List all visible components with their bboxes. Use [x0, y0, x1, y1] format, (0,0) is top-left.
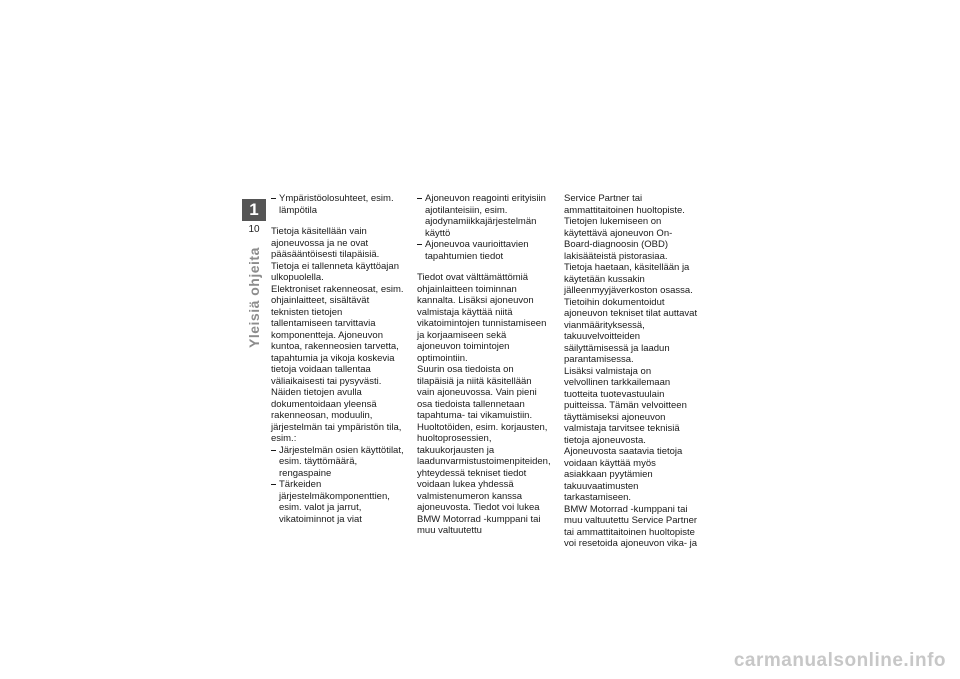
list-item: Ympäristöolosuhteet, esim. lämpötila [271, 193, 405, 216]
text-column-3 [564, 193, 698, 550]
chapter-number-badge: 1 [242, 199, 266, 221]
watermark: carmanualsonline.info [733, 650, 946, 671]
paragraph: Tietoja käsitellään vain ajoneuvossa ja ne ovat pääsääntöisesti tilapäisiä. Tietoja ei tallenneta käyttöajan ulkopuolella. [271, 226, 399, 283]
text-column-1 [271, 193, 405, 525]
paragraph: Tiedot ovat välttämättömiä ohjainlaitteen toiminnan kannalta. Lisäksi ajoneuvon valmistaja käyttää niitä vikatoimintojen tunnistamiseen ja korjaamiseen sekä ajoneuvon toimintojen optimointiin. [417, 272, 547, 364]
paragraph: BMW Motorrad -kumppani tai muu valtuutettu Service Partner tai ammattitaitoinen huoltopiste voi resetoida ajoneuvon vika- ja [564, 503, 698, 549]
paragraph: Huoltotöiden, esim. korjausten, huoltoprosessien, takuukorjausten ja laadunvarmistustoimenpiteiden, yhteydessä tekniset tiedot voidaan lukea yhdessä valmistenumeron kanssa ajoneuvosta. Tiedot voi lukea BMW Motorrad -kumppani tai muu valtuutettu [417, 421, 551, 536]
list-item: Ajoneuvoa vaurioittavien tapahtumien tiedot [417, 239, 551, 262]
bullet-list [271, 445, 405, 526]
paragraph: Service Partner tai ammattitaitoinen huoltopiste. Tietojen lukemiseen on käytettävä ajoneuvon On-Board-diagnoosin (OBD) lakisääteistä pistorasiaa. [564, 193, 685, 262]
bullet-list [271, 193, 405, 216]
paragraph: Lisäksi valmistaja on velvollinen tarkkailemaan tuotteita tuotevastuulain puitteissa. Tämän velvoitteen täyttämiseksi ajoneuvon valmistaja tarvitsee teknisiä tietoja ajoneuvosta. Ajoneuvosta saatavia tietoja voidaan käyttää myös asiakkaan pyytämien takuuvaatimusten tarkastamiseen. [564, 365, 687, 503]
list-item: Järjestelmän osien käyttötilat, esim. täyttömäärä, rengaspaine [271, 445, 405, 480]
list-item: Ajoneuvon reagointi erityisiin ajotilanteisiin, esim. ajodynamiikkajärjestelmän käyttö [417, 193, 551, 239]
chapter-title-vertical: Yleisiä ohjeita [246, 247, 262, 348]
paragraph: Tietoja haetaan, käsitellään ja käytetään kussakin jälleenmyyjäverkoston osassa. Tietoihin dokumentoidut ajoneuvon tekniset tilat auttavat vianmäärityksessä, takuuvelvoitteiden säilyttämisessä ja laadun parantamisessa. [564, 262, 698, 365]
paragraph: Näiden tietojen avulla dokumentoidaan yleensä rakenneosan, moduulin, järjestelmän tai ympäristön tila, esim.: [271, 387, 402, 444]
page-number: 10 [248, 224, 260, 235]
paragraph: Suurin osa tiedoista on tilapäisiä ja niitä käsitellään vain ajoneuvossa. Vain pieni osa tiedoista tallennetaan tapahtuma- tai vikamuistiin. [417, 364, 537, 421]
paragraph: Elektroniset rakenneosat, esim. ohjainlaitteet, sisältävät teknisten tietojen tallentamiseen tarvittavia komponentteja. Ajoneuvon kuntoa, rakenneosien tarvetta, tapahtumia ja vikoja koskevia tietoja voidaan tallentaa väliaikaisesti tai pysyvästi. [271, 283, 404, 387]
bullet-list [417, 193, 551, 262]
text-column-2 [417, 193, 551, 537]
list-item: Tärkeiden järjestelmäkomponenttien, esim. valot ja jarrut, vikatoiminnot ja viat [271, 479, 405, 525]
